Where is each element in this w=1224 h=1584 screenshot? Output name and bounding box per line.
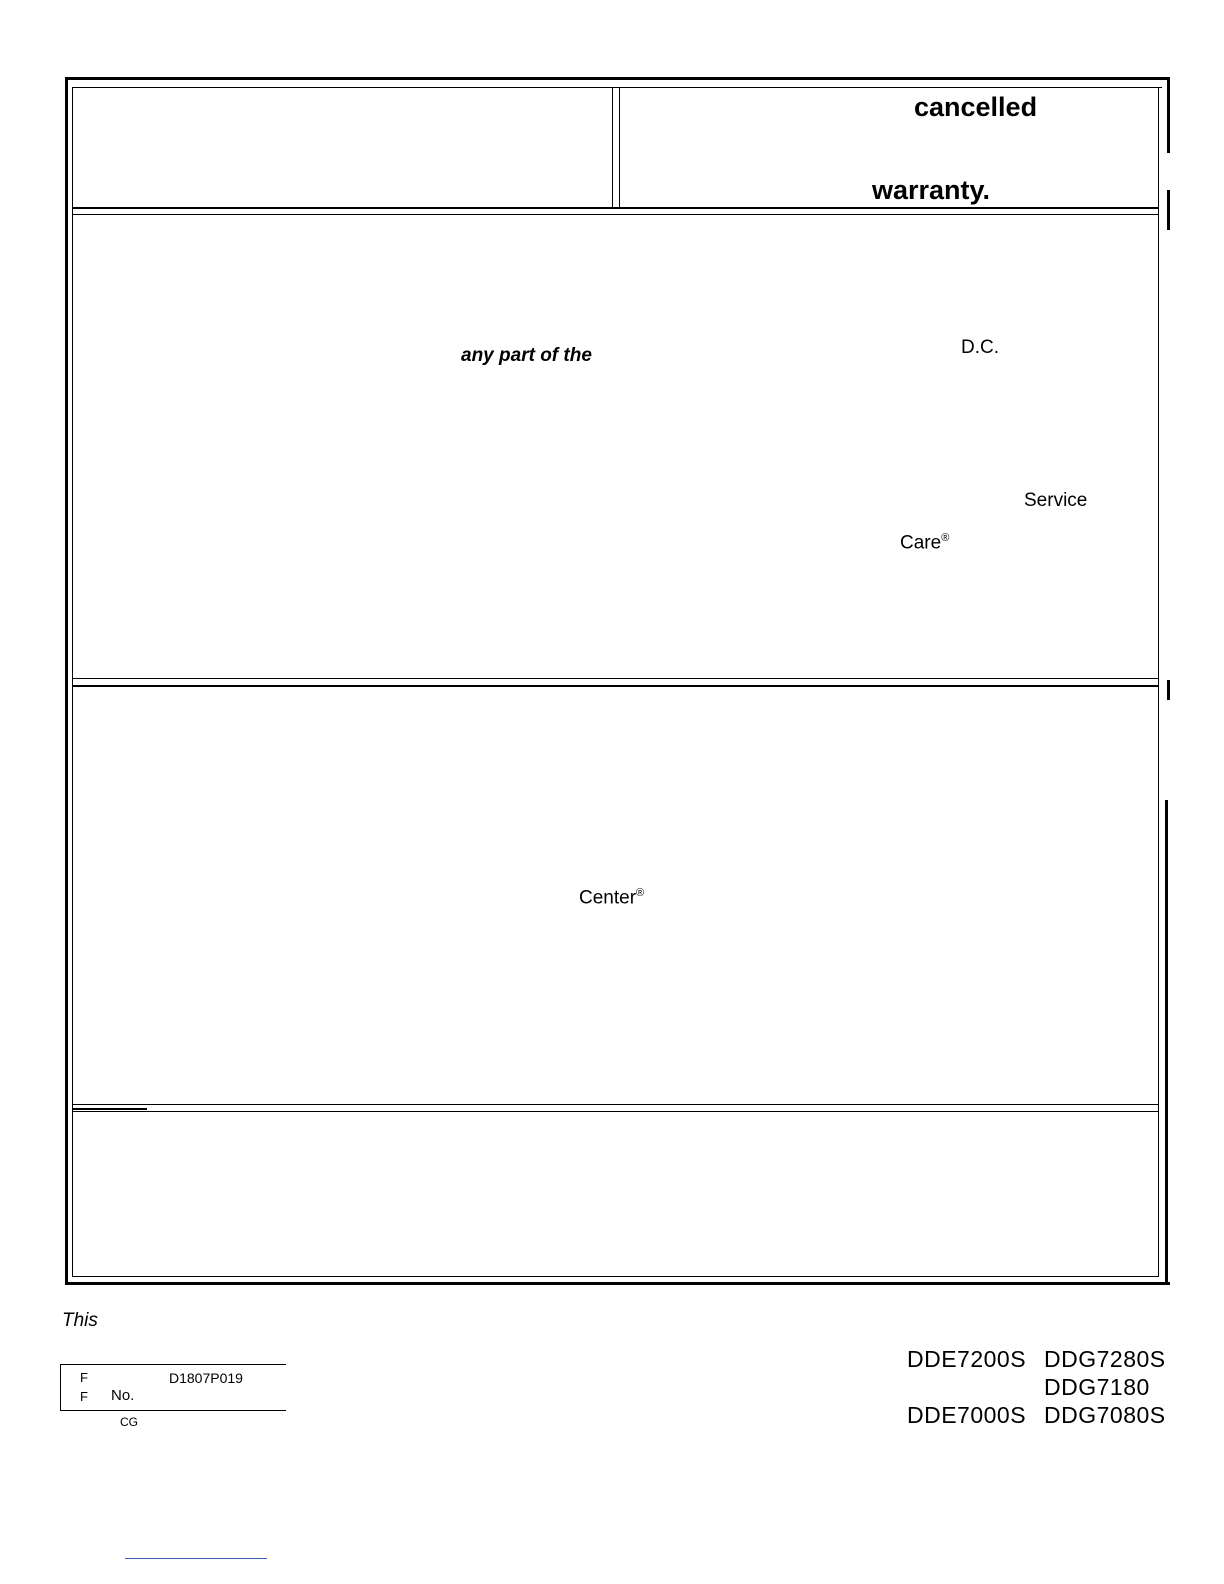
phrase-any-part-of-the: any part of the	[461, 345, 592, 366]
frame-right-outer-mid2	[1167, 680, 1170, 700]
code-row2-value: No.	[111, 1387, 135, 1404]
word-service: Service	[1024, 490, 1088, 511]
model-col2-row1: DDG7280S	[1044, 1346, 1166, 1372]
abbrev-dc: D.C.	[961, 337, 999, 358]
frame-top-inner	[72, 87, 1162, 88]
word-cancelled: cancelled	[914, 92, 1038, 122]
code-row3-value: CG	[120, 1415, 138, 1429]
model-col2-row2: DDG7180	[1044, 1374, 1150, 1400]
code-row1-prefix: F	[80, 1370, 88, 1385]
code-box-top	[60, 1364, 286, 1365]
frame-bottom-inner	[72, 1276, 1159, 1277]
code-row2-prefix: F	[80, 1389, 88, 1404]
frame-right-outer-mid	[1167, 190, 1170, 230]
frame-left-inner	[72, 87, 73, 1277]
sep-3c	[72, 1108, 147, 1110]
sep-2a	[72, 678, 1159, 679]
sep-3a	[72, 1104, 1159, 1105]
word-center: Center®	[579, 887, 645, 909]
frame-top-outer	[65, 77, 1170, 80]
sep-2b	[72, 685, 1159, 687]
frame-right-inner	[1158, 87, 1159, 1277]
registered-mark: ®	[636, 887, 645, 899]
footer-this: This	[62, 1310, 98, 1331]
frame-right-outer-top	[1167, 77, 1170, 153]
registered-mark: ®	[941, 532, 950, 544]
header-divider-right	[619, 87, 620, 209]
code-box-bottom	[60, 1410, 286, 1411]
frame-bottom-outer	[65, 1282, 1170, 1285]
model-col2-row3: DDG7080S	[1044, 1402, 1166, 1428]
model-col1-row1: DDE7200S	[907, 1346, 1027, 1372]
code-row1-value: D1807P019	[169, 1370, 243, 1386]
sep-3b	[72, 1111, 1159, 1112]
frame-left-outer	[65, 77, 68, 1285]
word-care: Care®	[900, 532, 950, 554]
code-box-left	[60, 1364, 61, 1410]
header-divider-left	[612, 87, 613, 209]
frame-right-outer-low	[1165, 800, 1168, 1285]
sep-1a	[72, 207, 1159, 209]
model-col1-row3: DDE7000S	[907, 1402, 1027, 1428]
bottom-rule	[125, 1558, 267, 1559]
sep-1b	[72, 214, 1159, 215]
word-warranty: warranty.	[872, 175, 991, 205]
